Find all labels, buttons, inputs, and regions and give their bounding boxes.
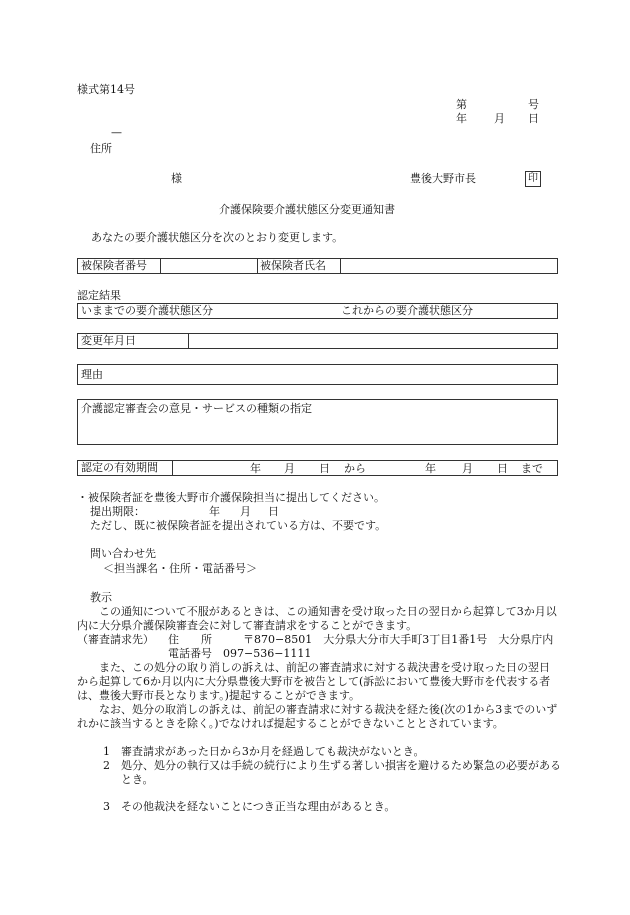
- deadline-day: 日: [268, 505, 279, 518]
- number-go: 号: [528, 98, 539, 111]
- form-number: 様式第14号: [77, 83, 135, 96]
- document-title: 介護保険要介護状態区分変更通知書: [219, 203, 395, 216]
- appeal-address: 〒870−8501 大分県大分市大手町3丁目1番1号 大分県庁内: [243, 633, 554, 646]
- change-date-table: [77, 333, 558, 349]
- opinion-box: [77, 399, 558, 445]
- exception-item-1-number: 1: [103, 745, 110, 758]
- insured-name-value: [340, 259, 557, 273]
- validity-month-to: 月: [462, 462, 473, 475]
- opinion-label: 介護認定審査会の意見・サービスの種類の指定: [81, 402, 312, 415]
- recipient-sama: 様: [171, 172, 182, 185]
- exception-item-3-number: 3: [103, 800, 110, 813]
- submit-notice: ・被保険者証を豊後大野市介護保険担当に提出してください。: [77, 491, 385, 504]
- date-day: 日: [528, 112, 539, 125]
- validity-table: [77, 460, 558, 476]
- contact-detail: ＜担当課名・住所・電話番号＞: [103, 562, 257, 575]
- appeal-telephone: 電話番号 097−536−1111: [168, 647, 312, 660]
- insured-name-label: 被保険者氏名: [260, 259, 326, 273]
- previous-care-level-label: いままでの要介護状態区分: [81, 304, 213, 318]
- contact-label: 問い合わせ先: [90, 547, 156, 560]
- validity-to: まで: [521, 462, 543, 475]
- appeal-address-label: 住 所: [168, 633, 212, 646]
- date-year: 年: [456, 112, 467, 125]
- instruction-paragraph-1: この通知について不服があるときは、この通知書を受け取った日の翌日から起算して3か月以内に大分県介護保険審査会に対して審査請求をすることができます。: [77, 605, 557, 632]
- seal-stamp: 印: [525, 171, 541, 187]
- result-label: 認定結果: [77, 289, 121, 302]
- appeal-address-head: （審査請求先）: [77, 633, 154, 646]
- care-level-table: [77, 303, 558, 319]
- reason-box: [77, 364, 558, 385]
- validity-from: から: [344, 462, 366, 475]
- already-submitted-note: ただし、既に被保険者証を提出されている方は、不要です。: [90, 519, 387, 532]
- deadline-year: 年: [209, 505, 220, 518]
- reason-label: 理由: [81, 367, 103, 381]
- postal-dash: —: [111, 126, 122, 139]
- insured-info-table: [77, 258, 558, 274]
- validity-label: 認定の有効期間: [81, 461, 158, 475]
- insured-number-value: [160, 259, 257, 273]
- mayor-name: 豊後大野市長: [410, 172, 476, 185]
- number-dai: 第: [456, 98, 467, 111]
- validity-month-from: 月: [284, 462, 295, 475]
- validity-day-to: 日: [497, 462, 508, 475]
- validity-year-from: 年: [250, 462, 261, 475]
- instruction-paragraph-2: また、この処分の取り消しの訴えは、前記の審査請求に対する裁決書を受け取った日の翌日から起算して6か月以内に大分県豊後大野市を被告として(訴訟において豊後大野市を代表する者は、豊後大野市長となります。)提起することができます。: [77, 661, 551, 702]
- change-date-label: 変更年月日: [81, 334, 136, 348]
- new-care-level-label: これからの要介護状態区分: [341, 304, 473, 318]
- deadline-label: 提出期限：: [90, 505, 145, 518]
- validity-year-to: 年: [425, 462, 436, 475]
- date-month: 月: [494, 112, 505, 125]
- address-label: 住所: [90, 142, 112, 155]
- exception-item-2-number: 2: [103, 759, 110, 772]
- deadline-month: 月: [240, 505, 251, 518]
- exception-item-1-text: 審査請求があった日から3か月を経過しても裁決がないとき。: [121, 745, 425, 758]
- exception-item-2-text: 処分、処分の執行又は手続の続行により生ずる著しい損害を避けるため緊急の必要があるとき。: [121, 759, 561, 786]
- insured-number-label: 被保険者番号: [81, 259, 147, 273]
- intro-text: あなたの要介護状態区分を次のとおり変更します。: [91, 231, 344, 244]
- instruction-paragraph-3: なお、処分の取消しの訴えは、前記の審査請求に対する裁決を経た後(次の1から3までのいずれかに該当するときを除く。)でなければ提起することができないこととされています。: [77, 703, 558, 730]
- validity-day-from: 日: [319, 462, 330, 475]
- exception-item-3-text: その他裁決を経ないことにつき正当な理由があるとき。: [121, 800, 396, 813]
- instruction-label: 教示: [90, 591, 112, 604]
